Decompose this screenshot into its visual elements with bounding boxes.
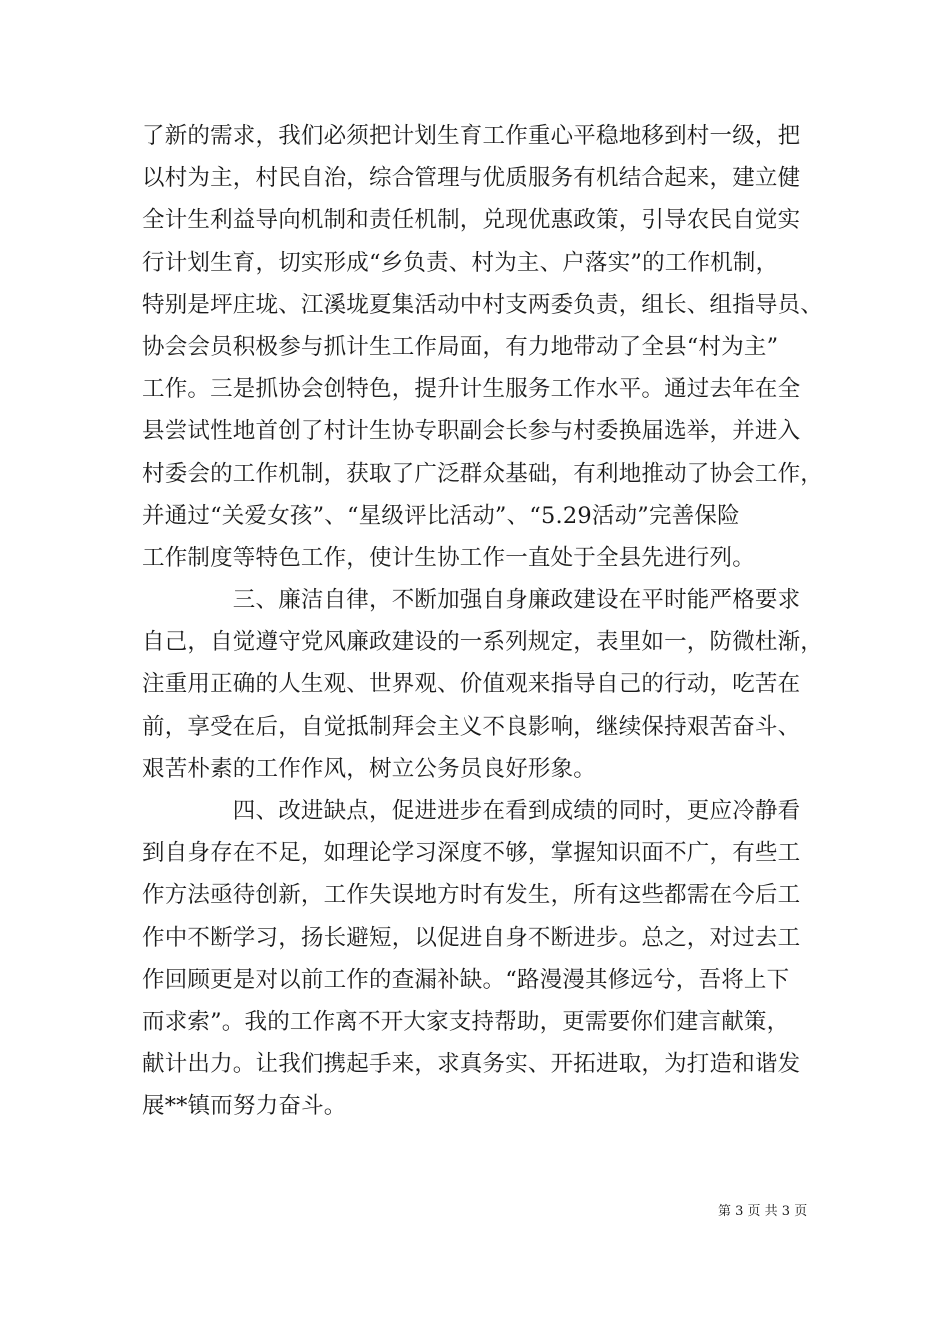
text-line: 展**镇而努力奋斗。 — [142, 1093, 347, 1120]
text-line: 献计出力。让我们携起手来，求真务实、开拓进取，为打造和谐发 — [142, 1051, 801, 1078]
text-line: 行计划生育，切实形成“乡负责、村为主、户落实”的工作机制， — [142, 249, 779, 276]
paragraph-heading-line: 四、改进缺点，促进进步在看到成绩的同时，更应冷静看 — [142, 798, 801, 824]
text-line: 村委会的工作机制，获取了广泛群众基础，有利地推动了协会工作， — [142, 460, 824, 487]
text-line: 特别是坪庄垅、江溪垅夏集活动中村支两委负责，组长、组指导员、 — [142, 291, 824, 318]
text-line: 了新的需求，我们必须把计划生育工作重心平稳地移到村一级，把 — [142, 123, 801, 149]
text-line: 前，享受在后，自觉抵制拜会主义不良影响，继续保持艰苦奋斗、 — [142, 713, 801, 740]
text-line: 作中不断学习，扬长避短，以促进自身不断进步。总之，对过去工 — [142, 924, 801, 951]
text-line: 并通过“关爱女孩”、“星级评比活动”、“5.29活动”完善保险 — [142, 502, 740, 529]
text-line: 作回顾更是对以前工作的查漏补缺。“路漫漫其修远兮，吾将上下 — [142, 966, 790, 993]
text-line: 注重用正确的人生观、世界观、价值观来指导自己的行动，吃苦在 — [142, 671, 801, 698]
paragraph-heading-line: 三、廉洁自律，不断加强自身廉政建设在平时能严格要求 — [142, 587, 801, 614]
text-line: 而求索”。我的工作离不开大家支持帮助，更需要你们建言献策， — [142, 1008, 790, 1035]
page-number-footer: 第 3 页 共 3 页 — [718, 1204, 808, 1219]
document-body — [142, 115, 842, 1128]
text-line: 全计生利益导向机制和责任机制，兑现优惠政策，引导农民自觉实 — [142, 207, 801, 234]
text-line: 工作制度等特色工作，使计生协工作一直处于全县先进行列。 — [142, 544, 755, 571]
text-line: 到自身存在不足，如理论学习深度不够，掌握知识面不广，有些工 — [142, 840, 801, 867]
text-line: 艰苦朴素的工作作风，树立公务员良好形象。 — [142, 755, 597, 782]
text-line: 作方法亟待创新，工作失误地方时有发生，所有这些都需在今后工 — [142, 882, 801, 909]
text-line: 工作。三是抓协会创特色，提升计生服务工作水平。通过去年在全 — [142, 376, 801, 403]
text-line: 以村为主，村民自治，综合管理与优质服务有机结合起来，建立健 — [142, 165, 801, 192]
text-line: 自己，自觉遵守党风廉政建设的一系列规定，表里如一，防微杜渐， — [142, 629, 824, 656]
text-line: 协会会员积极参与抓计生工作局面，有力地带动了全县“村为主” — [142, 333, 779, 360]
text-line: 县尝试性地首创了村计生协专职副会长参与村委换届选举，并进入 — [142, 418, 801, 445]
